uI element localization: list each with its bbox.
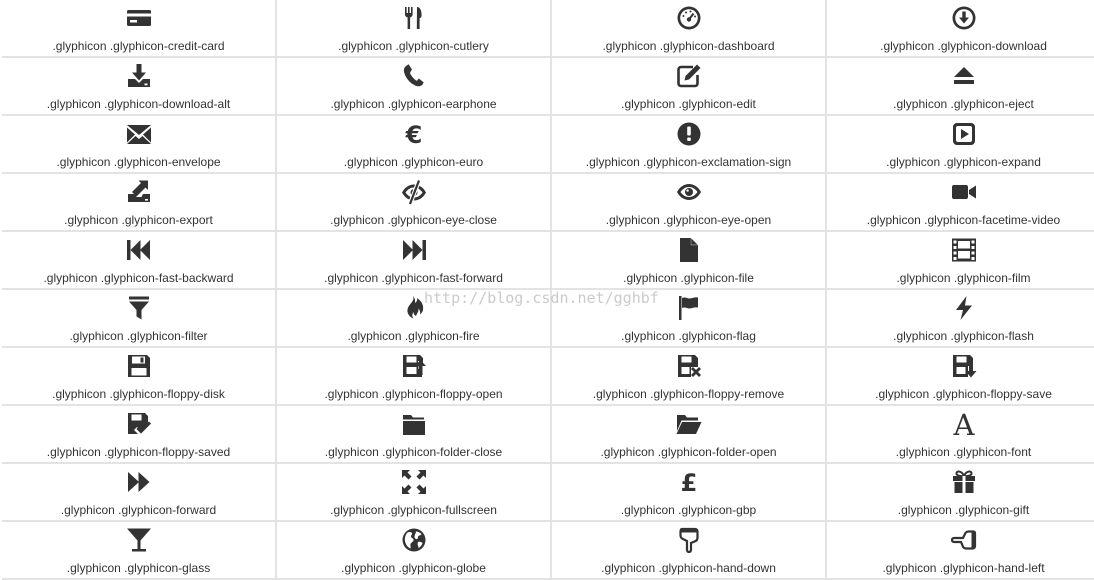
hand-down-icon [676, 522, 702, 558]
icon-class-label: .glyphicon .glyphicon-flag [621, 329, 756, 343]
icon-class-label: .glyphicon .glyphicon-eye-close [330, 213, 497, 227]
icon-class-label: .glyphicon .glyphicon-download-alt [46, 97, 231, 111]
icon-cell [2, 290, 277, 348]
icon-cell [2, 58, 277, 116]
icon-class-label: .glyphicon .glyphicon-forward [60, 503, 217, 517]
film-icon [951, 232, 977, 268]
icon-cell [552, 116, 827, 174]
icon-class-label: .glyphicon .glyphicon-file [623, 271, 754, 285]
globe-icon [401, 522, 427, 558]
svg-text:A: A [953, 411, 974, 437]
gift-icon [951, 464, 977, 500]
icon-cell [2, 522, 277, 580]
icon-class-label: .glyphicon .glyphicon-gbp [620, 503, 757, 517]
icon-cell [827, 290, 1094, 348]
icon-cell [277, 58, 552, 116]
icon-cell [552, 58, 827, 116]
hand-left-icon [951, 522, 977, 558]
icon-cell [552, 0, 827, 58]
floppy-disk-icon [126, 348, 152, 384]
icon-cell [277, 464, 552, 522]
glyphicon-grid [2, 0, 1094, 580]
download-icon [951, 0, 977, 36]
credit-card-icon [126, 0, 152, 36]
glass-icon [126, 522, 152, 558]
icon-cell [827, 174, 1094, 232]
icon-class-label: .glyphicon .glyphicon-gift [897, 503, 1030, 517]
icon-cell [552, 232, 827, 290]
icon-class-label: .glyphicon .glyphicon-export [64, 213, 213, 227]
eject-icon [951, 58, 977, 94]
icon-class-label: .glyphicon .glyphicon-floppy-open [324, 387, 503, 401]
icon-class-label: .glyphicon .glyphicon-hand-left [882, 561, 1045, 575]
icon-class-label: .glyphicon .glyphicon-floppy-save [875, 387, 1052, 401]
icon-cell [827, 58, 1094, 116]
icon-class-label: .glyphicon .glyphicon-credit-card [52, 39, 225, 53]
icon-cell [827, 522, 1094, 580]
icon-cell [2, 406, 277, 464]
icon-class-label: .glyphicon .glyphicon-globe [341, 561, 486, 575]
font-icon [951, 406, 977, 442]
icon-cell [2, 348, 277, 406]
icon-cell [277, 348, 552, 406]
floppy-open-icon [401, 348, 427, 384]
euro-icon [401, 116, 427, 152]
export-icon [126, 174, 152, 210]
icon-class-label: .glyphicon .glyphicon-euro [343, 155, 484, 169]
icon-cell [827, 406, 1094, 464]
icon-class-label: .glyphicon .glyphicon-edit [621, 97, 756, 111]
icon-class-label: .glyphicon .glyphicon-folder-open [600, 445, 777, 459]
icon-cell [277, 0, 552, 58]
icon-class-label: .glyphicon .glyphicon-fast-backward [43, 271, 234, 285]
icon-cell [552, 522, 827, 580]
icon-cell [277, 290, 552, 348]
icon-class-label: .glyphicon .glyphicon-glass [66, 561, 211, 575]
eye-open-icon [676, 174, 702, 210]
filter-icon [126, 290, 152, 326]
icon-class-label: .glyphicon .glyphicon-fire [347, 329, 480, 343]
icon-cell [827, 116, 1094, 174]
icon-class-label: .glyphicon .glyphicon-flash [893, 329, 1034, 343]
icon-class-label: .glyphicon .glyphicon-filter [69, 329, 208, 343]
icon-cell [2, 116, 277, 174]
flash-icon [951, 290, 977, 326]
icon-cell [552, 406, 827, 464]
icon-cell [552, 174, 827, 232]
flag-icon [676, 290, 702, 326]
icon-cell [827, 0, 1094, 58]
icon-class-label: .glyphicon .glyphicon-hand-down [601, 561, 776, 575]
icon-class-label: .glyphicon .glyphicon-film [896, 271, 1031, 285]
folder-close-icon [401, 406, 427, 442]
icon-class-label: .glyphicon .glyphicon-floppy-remove [592, 387, 785, 401]
floppy-save-icon [951, 348, 977, 384]
icon-class-label: .glyphicon .glyphicon-facetime-video [866, 213, 1061, 227]
download-alt-icon [126, 58, 152, 94]
icon-class-label: .glyphicon .glyphicon-cutlery [338, 39, 489, 53]
envelope-icon [126, 116, 152, 152]
icon-cell [552, 290, 827, 348]
cutlery-icon [401, 0, 427, 36]
floppy-remove-icon [676, 348, 702, 384]
svg-text:€: € [405, 121, 422, 147]
icon-cell [2, 464, 277, 522]
icon-class-label: .glyphicon .glyphicon-exclamation-sign [585, 155, 792, 169]
eye-close-icon [401, 174, 427, 210]
icon-cell [552, 348, 827, 406]
svg-text:£: £ [680, 469, 697, 495]
icon-class-label: .glyphicon .glyphicon-earphone [330, 97, 497, 111]
icon-cell [827, 232, 1094, 290]
icon-cell [2, 174, 277, 232]
forward-icon [126, 464, 152, 500]
icon-class-label: .glyphicon .glyphicon-download [880, 39, 1047, 53]
facetime-video-icon [951, 174, 977, 210]
watermark-text: http://blog.csdn.net/gghbf [424, 289, 659, 307]
icon-cell [552, 464, 827, 522]
floppy-saved-icon [126, 406, 152, 442]
folder-open-icon [676, 406, 702, 442]
fast-backward-icon [126, 232, 152, 268]
icon-class-label: .glyphicon .glyphicon-floppy-saved [46, 445, 231, 459]
dashboard-icon [676, 0, 702, 36]
fullscreen-icon [401, 464, 427, 500]
fast-forward-icon [401, 232, 427, 268]
icon-cell [277, 522, 552, 580]
icon-cell [277, 116, 552, 174]
icon-class-label: .glyphicon .glyphicon-fast-forward [324, 271, 503, 285]
icon-cell [277, 406, 552, 464]
icon-class-label: .glyphicon .glyphicon-fullscreen [330, 503, 497, 517]
icon-class-label: .glyphicon .glyphicon-eye-open [605, 213, 772, 227]
icon-cell [827, 348, 1094, 406]
icon-cell [2, 0, 277, 58]
icon-class-label: .glyphicon .glyphicon-font [895, 445, 1032, 459]
fire-icon [401, 290, 427, 326]
file-icon [676, 232, 702, 268]
icon-class-label: .glyphicon .glyphicon-envelope [56, 155, 221, 169]
icon-class-label: .glyphicon .glyphicon-eject [893, 97, 1034, 111]
gbp-icon [676, 464, 702, 500]
icon-cell [277, 232, 552, 290]
icon-cell [827, 464, 1094, 522]
icon-cell [277, 174, 552, 232]
edit-icon [676, 58, 702, 94]
icon-cell [2, 232, 277, 290]
icon-class-label: .glyphicon .glyphicon-folder-close [324, 445, 503, 459]
exclamation-sign-icon [676, 116, 702, 152]
icon-class-label: .glyphicon .glyphicon-expand [886, 155, 1041, 169]
expand-icon [951, 116, 977, 152]
icon-class-label: .glyphicon .glyphicon-floppy-disk [52, 387, 225, 401]
icon-class-label: .glyphicon .glyphicon-dashboard [602, 39, 775, 53]
earphone-icon [401, 58, 427, 94]
